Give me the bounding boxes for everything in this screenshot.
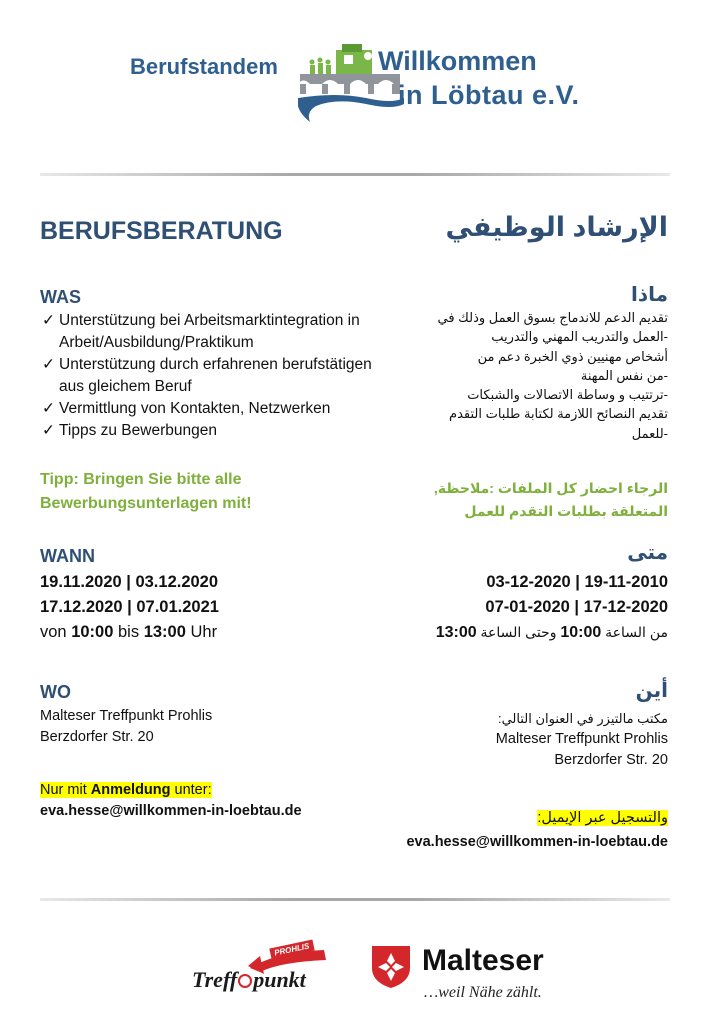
list-item-text: Unterstützung durch erfahrenen berufstätigen aus gleichem Beruf xyxy=(59,356,372,395)
logo-text-berufstandem: Berufstandem xyxy=(130,54,278,79)
list-item xyxy=(42,398,382,420)
ar-line: تقديم النصائح اللازمة لكتابة طلبات التقدم xyxy=(449,406,668,422)
section-heading-wann: WANN xyxy=(40,546,95,566)
ar-line: -للعمل xyxy=(631,425,668,441)
bottom-divider xyxy=(40,898,670,901)
address-street: Berzdorfer Str. 20 xyxy=(40,729,154,745)
list-item xyxy=(42,354,382,398)
time-end: 13:00 xyxy=(143,623,186,641)
circle-icon xyxy=(238,974,252,988)
registration-label-ar xyxy=(406,806,668,830)
dates-de xyxy=(40,570,219,645)
time-end: 13:00 xyxy=(435,624,477,641)
logo-text-willkommen: Willkommen xyxy=(378,46,537,76)
ar-line: -ترتتيب و وساطة الاتصالات والشبكات xyxy=(467,387,668,403)
section-heading-wann-ar: متى xyxy=(627,542,668,564)
registration-label xyxy=(40,780,302,801)
checkmark-icon: ✓ xyxy=(42,422,55,439)
treffpunkt-wordmark xyxy=(192,967,306,993)
treff-word: Treff xyxy=(192,967,238,992)
email-link[interactable]: eva.hesse@willkommen-in-loebtau.de xyxy=(406,834,668,850)
section-heading-was: WAS xyxy=(40,287,82,307)
email-link[interactable]: eva.hesse@willkommen-in-loebtau.de xyxy=(40,803,302,819)
registration-suffix: unter: xyxy=(170,782,212,798)
address-street: Berzdorfer Str. 20 xyxy=(554,752,668,768)
logo-text-in-loebtau: in Löbtau e.V. xyxy=(398,80,580,110)
time-start: 10:00 xyxy=(71,623,114,641)
list-item-text: Vermittlung von Kontakten, Netzwerken xyxy=(59,400,331,417)
top-divider xyxy=(40,173,670,176)
malteser-wordmark: Malteser xyxy=(422,944,544,977)
address-ar xyxy=(496,708,668,771)
checkmark-icon: ✓ xyxy=(42,312,55,329)
list-item-text: Unterstützung bei Arbeitsmarktintegration in Arbeit/Ausbildung/Praktikum xyxy=(59,312,360,351)
time-line xyxy=(40,620,219,645)
date-line: 07-01-2020 | 17-12-2020 xyxy=(485,598,668,616)
time-label: bis xyxy=(118,623,140,641)
section-heading-wo: WO xyxy=(40,682,71,702)
registration-bold: Anmeldung xyxy=(90,782,171,798)
registration-prefix: Nur mit xyxy=(40,782,91,798)
address-place: Malteser Treffpunkt Prohlis xyxy=(495,731,668,747)
time-line-ar xyxy=(436,620,668,645)
time-label: von xyxy=(40,623,67,641)
tip-ar-line1: الرجاء احضار كل الملفات :ملاحظة, xyxy=(433,480,668,496)
prohlis-badge: PROHLIS xyxy=(269,940,314,960)
time-label: Uhr xyxy=(190,623,218,641)
checkmark-icon: ✓ xyxy=(42,356,55,373)
list-item xyxy=(42,310,382,354)
tip-de: Tipp: Bringen Sie bitte alle Bewerbungsunterlagen mit! xyxy=(40,471,252,512)
date-line: 17.12.2020 | 07.01.2021 xyxy=(40,598,219,616)
address-de xyxy=(40,706,212,748)
registration-ar-text: والتسجيل عبر الإيميل: xyxy=(537,810,668,826)
checkmark-icon: ✓ xyxy=(42,400,55,417)
date-line: 03-12-2020 | 19-11-2010 xyxy=(486,573,668,591)
section-heading-was-ar: ماذا xyxy=(630,284,668,306)
organization-logo xyxy=(120,40,600,130)
treffpunkt-logo xyxy=(190,940,340,1000)
address-place: Malteser Treffpunkt Prohlis xyxy=(40,708,213,724)
ar-line: -العمل والتدريب المهني والتدريب xyxy=(491,329,668,345)
list-item-text: Tipps zu Bewerbungen xyxy=(59,422,217,439)
date-line: 19.11.2020 | 03.12.2020 xyxy=(40,573,219,591)
title-de: BERUFSBERATUNG xyxy=(40,217,283,245)
malteser-tagline: …weil Nähe zählt. xyxy=(424,984,542,1001)
punkt-word: punkt xyxy=(253,967,306,992)
address-intro-ar: مكتب مالتيزر في العنوان التالي: xyxy=(497,711,668,726)
section-heading-wo-ar: أين xyxy=(635,680,668,702)
ar-line: أشخاص مهنيين ذوي الخبرة دعم من xyxy=(477,348,668,364)
registration-de xyxy=(40,780,302,822)
tip-ar-line2: المتعلقة بطلبات التقدم للعمل xyxy=(464,503,668,519)
tip-ar xyxy=(368,477,668,523)
time-label: وحتى الساعة xyxy=(480,624,557,640)
ar-line: تقديم الدعم للاندماج بسوق العمل وذلك في xyxy=(437,310,668,325)
time-label: من الساعة xyxy=(605,624,668,640)
time-start: 10:00 xyxy=(560,624,602,641)
malteser-logo xyxy=(370,942,570,1006)
title-ar: الإرشاد الوظيفي xyxy=(445,212,668,242)
maltese-cross-shield-icon xyxy=(370,944,412,990)
ar-line: -من نفس المهنة xyxy=(580,367,668,383)
list-item xyxy=(42,420,382,442)
registration-ar xyxy=(406,806,668,854)
was-list-ar xyxy=(398,308,668,443)
was-list xyxy=(42,310,382,442)
dates-ar xyxy=(436,570,668,645)
